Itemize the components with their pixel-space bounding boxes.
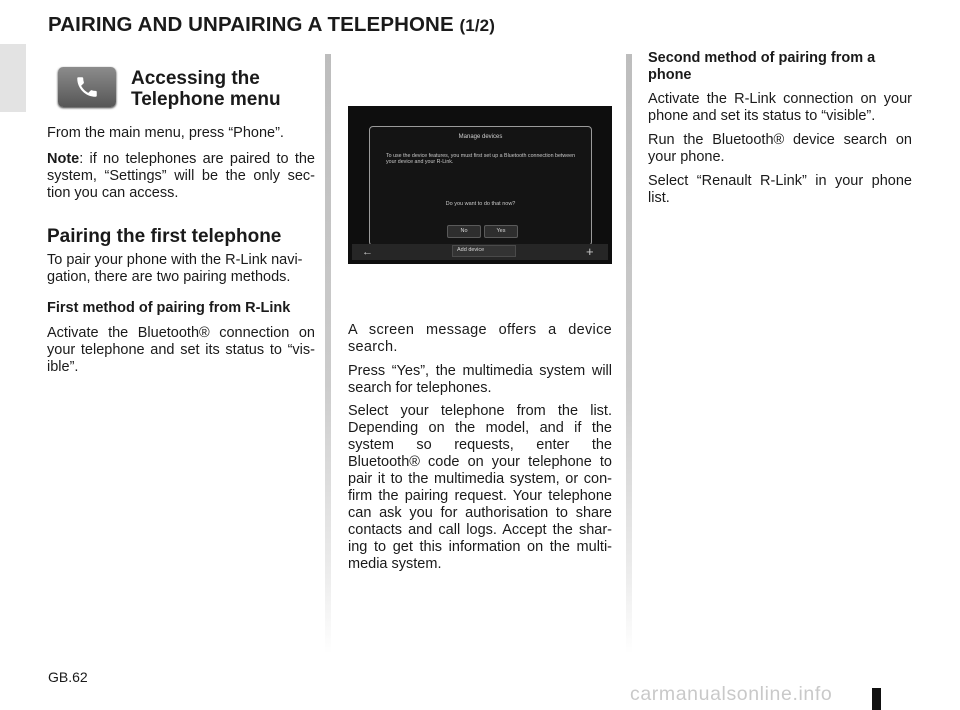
screen-bottom-bar [352, 244, 608, 260]
note-text: : if no telephones are paired to the system, “Settings” will be the only sec-tion you can access. [47, 151, 315, 201]
note-label: Note [47, 151, 80, 167]
manage-devices-dialog [369, 126, 592, 246]
phone-icon [58, 67, 116, 107]
right-p1: Activate the R-Link connection on your phone and set its status to “visible”. [648, 91, 912, 124]
corner-mark [872, 688, 881, 710]
column-separator-right [626, 54, 632, 654]
right-p2: Run the Bluetooth® device search on your phone. [648, 132, 912, 165]
page-title-main: PAIRING AND UNPAIRING A TELEPHONE [48, 13, 454, 36]
plus-icon: + [586, 244, 594, 259]
pairing-heading: Pairing the first telephone [47, 226, 282, 247]
method1-text: Activate the Bluetooth® connection on your telephone and set its status to “vis-ible”. [47, 325, 315, 375]
method2-heading: Second method of pairing from a phone [648, 50, 876, 83]
section-heading-accessing: Accessing the Telephone menu [131, 68, 281, 110]
dialog-message: To use the device features, you must first set up a Bluetooth connection between your device and your R-Link. [386, 153, 576, 165]
add-device-label: Add device [452, 245, 516, 257]
intro-text: From the main menu, press “Phone”. [47, 125, 284, 141]
middle-p3: Select your telephone from the list. Depending on the model, and if the system so requests, enter the Bluetooth® code on your telephone to pair it to the multimedia system, or con-firm the pairing request. Your telephone can ask you for authorisation to share contacts and call logs. Accept the shar-ing to get this information on the multi-media system. [348, 403, 612, 572]
dialog-title: Manage devices [458, 134, 503, 140]
page-title-sub: (1/2) [459, 16, 495, 35]
right-p3: Select “Renault R-Link” in your phone list. [648, 173, 912, 206]
note-paragraph [47, 151, 315, 202]
pairing-text: To pair your phone with the R-Link navi-gation, there are two pairing methods. [47, 252, 303, 285]
middle-p2: Press “Yes”, the multimedia system will search for telephones. [348, 363, 612, 396]
dialog-question: Do you want to do that now? [445, 201, 516, 207]
method1-heading: First method of pairing from R-Link [47, 300, 291, 316]
page-number: GB.62 [48, 669, 88, 685]
chapter-tab [0, 44, 26, 112]
yes-button: Yes [484, 225, 518, 238]
handset-glyph [74, 74, 100, 100]
column-separator-left [325, 54, 331, 654]
middle-p1: A screen message offers a device search. [348, 322, 612, 355]
back-arrow-icon: ← [362, 246, 373, 258]
rlink-screen-image [348, 106, 612, 264]
page-title [48, 13, 495, 37]
watermark: carmanualsonline.info [630, 683, 833, 705]
no-button: No [447, 225, 481, 238]
